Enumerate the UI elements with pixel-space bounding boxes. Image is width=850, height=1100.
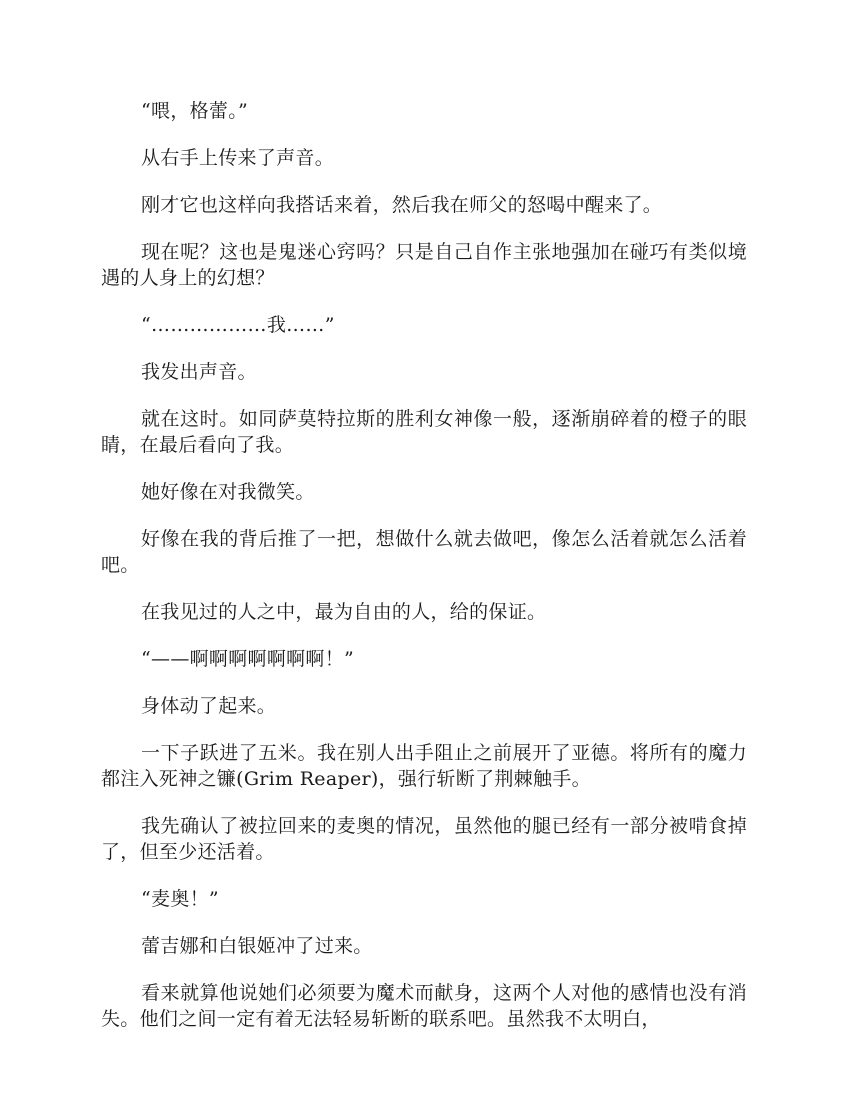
paragraph: 从右手上传来了声音。 bbox=[141, 147, 335, 169]
paragraph: “喂，格蕾。” bbox=[141, 100, 249, 122]
paragraph: 看来就算他说她们必须要为魔术而献身，这两个人对他的感情也没有消失。他们之间一定有着无法轻易斩断的联系吧。虽然我不太明白， bbox=[101, 982, 747, 1030]
paragraph: 在我见过的人之中，最为自由的人，给的保证。 bbox=[141, 601, 547, 623]
paragraph: 好像在我的背后推了一把，想做什么就去做吧，像怎么活着就怎么活着吧。 bbox=[101, 528, 747, 576]
paragraph: 我发出声音。 bbox=[141, 361, 257, 383]
paragraph: 就在这时。如同萨莫特拉斯的胜利女神像一般，逐渐崩碎着的橙子的眼睛，在最后看向了我。 bbox=[101, 408, 747, 456]
paragraph: 现在呢？这也是鬼迷心窍吗？只是自己自作主张地强加在碰巧有类似境遇的人身上的幻想？ bbox=[101, 241, 747, 289]
paragraph: 一下子跃进了五米。我在别人出手阻止之前展开了亚德。将所有的魔力都注入死神之镰(Grim Reaper)，强行斩断了荆棘触手。 bbox=[101, 742, 747, 790]
paragraph: “麦奥！” bbox=[141, 888, 219, 910]
paragraph: 身体动了起来。 bbox=[141, 695, 277, 717]
paragraph: 刚才它也这样向我搭话来着，然后我在师父的怒喝中醒来了。 bbox=[141, 194, 663, 216]
document-page bbox=[101, 98, 747, 1053]
paragraph: 我先确认了被拉回来的麦奥的情况，虽然他的腿已经有一部分被啃食掉了，但至少还活着。 bbox=[101, 815, 747, 863]
paragraph: 蕾吉娜和白银姬冲了过来。 bbox=[141, 935, 373, 957]
paragraph: 她好像在对我微笑。 bbox=[141, 481, 315, 503]
paragraph: “………………我……” bbox=[141, 314, 335, 336]
paragraph: “——啊啊啊啊啊啊啊！” bbox=[141, 648, 355, 670]
